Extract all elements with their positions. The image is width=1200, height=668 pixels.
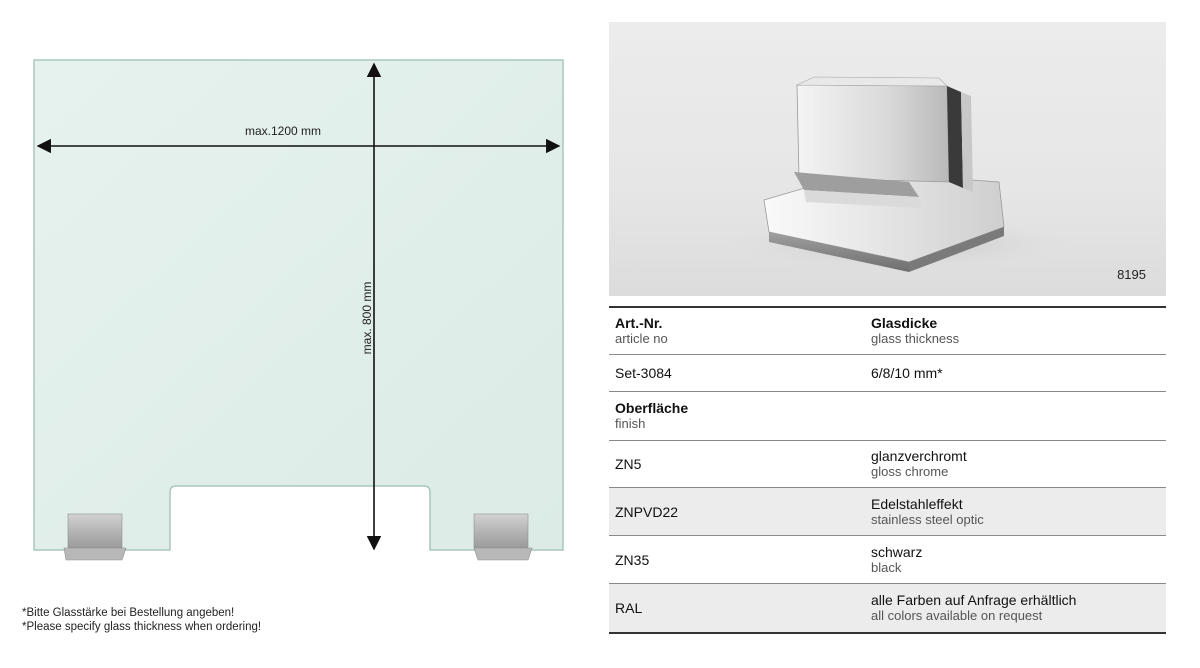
footnote-english: *Please specify glass thickness when ordering! <box>22 621 262 633</box>
table-header-row <box>609 306 1166 355</box>
finish-name-en: stainless steel optic <box>871 511 984 527</box>
product-article-code: 8195 <box>1117 267 1146 282</box>
finish-code: RAL <box>615 600 643 616</box>
footnote-german: *Bitte Glasstärke bei Bestellung angeben! <box>22 607 235 619</box>
table-row <box>609 536 1166 584</box>
finish-name-de: Edelstahleffekt <box>871 495 963 512</box>
product-photo <box>609 22 1166 296</box>
article-number: Set-3084 <box>615 365 672 381</box>
table-row <box>609 584 1166 634</box>
finish-header-en: finish <box>615 416 646 431</box>
finish-code: ZN35 <box>615 551 650 568</box>
height-dimension-label: max. 800 mm <box>360 281 374 355</box>
table-row <box>609 488 1166 536</box>
finish-name-en: all colors available on request <box>871 608 1043 623</box>
specification-table <box>609 306 1166 634</box>
table-row <box>609 441 1166 488</box>
ordering-footnote <box>22 606 261 634</box>
finish-header-row <box>609 392 1166 441</box>
article-no-header: Art.-Nr. <box>615 315 663 331</box>
finish-name-en: gloss chrome <box>871 464 949 479</box>
width-dimension-label: max.1200 mm <box>245 124 322 138</box>
finish-code: ZNPVD22 <box>615 503 679 520</box>
glass-clamp-image <box>609 22 1166 296</box>
finish-header: Oberfläche <box>615 400 689 416</box>
finish-name-de: schwarz <box>871 543 923 560</box>
glass-thickness-header-en: glass thickness <box>871 331 960 346</box>
glass-thickness-header: Glasdicke <box>871 315 938 331</box>
glass-thickness-value: 6/8/10 mm* <box>871 365 943 381</box>
right-clamp-foot <box>474 514 532 560</box>
left-clamp-foot <box>64 514 126 560</box>
finish-name-de: alle Farben auf Anfrage erhältlich <box>871 592 1077 608</box>
article-no-header-en: article no <box>615 331 668 346</box>
finish-name-de: glanzverchromt <box>871 448 967 464</box>
finish-code: ZN5 <box>615 456 642 472</box>
finish-name-en: black <box>871 559 902 575</box>
article-row <box>609 355 1166 392</box>
